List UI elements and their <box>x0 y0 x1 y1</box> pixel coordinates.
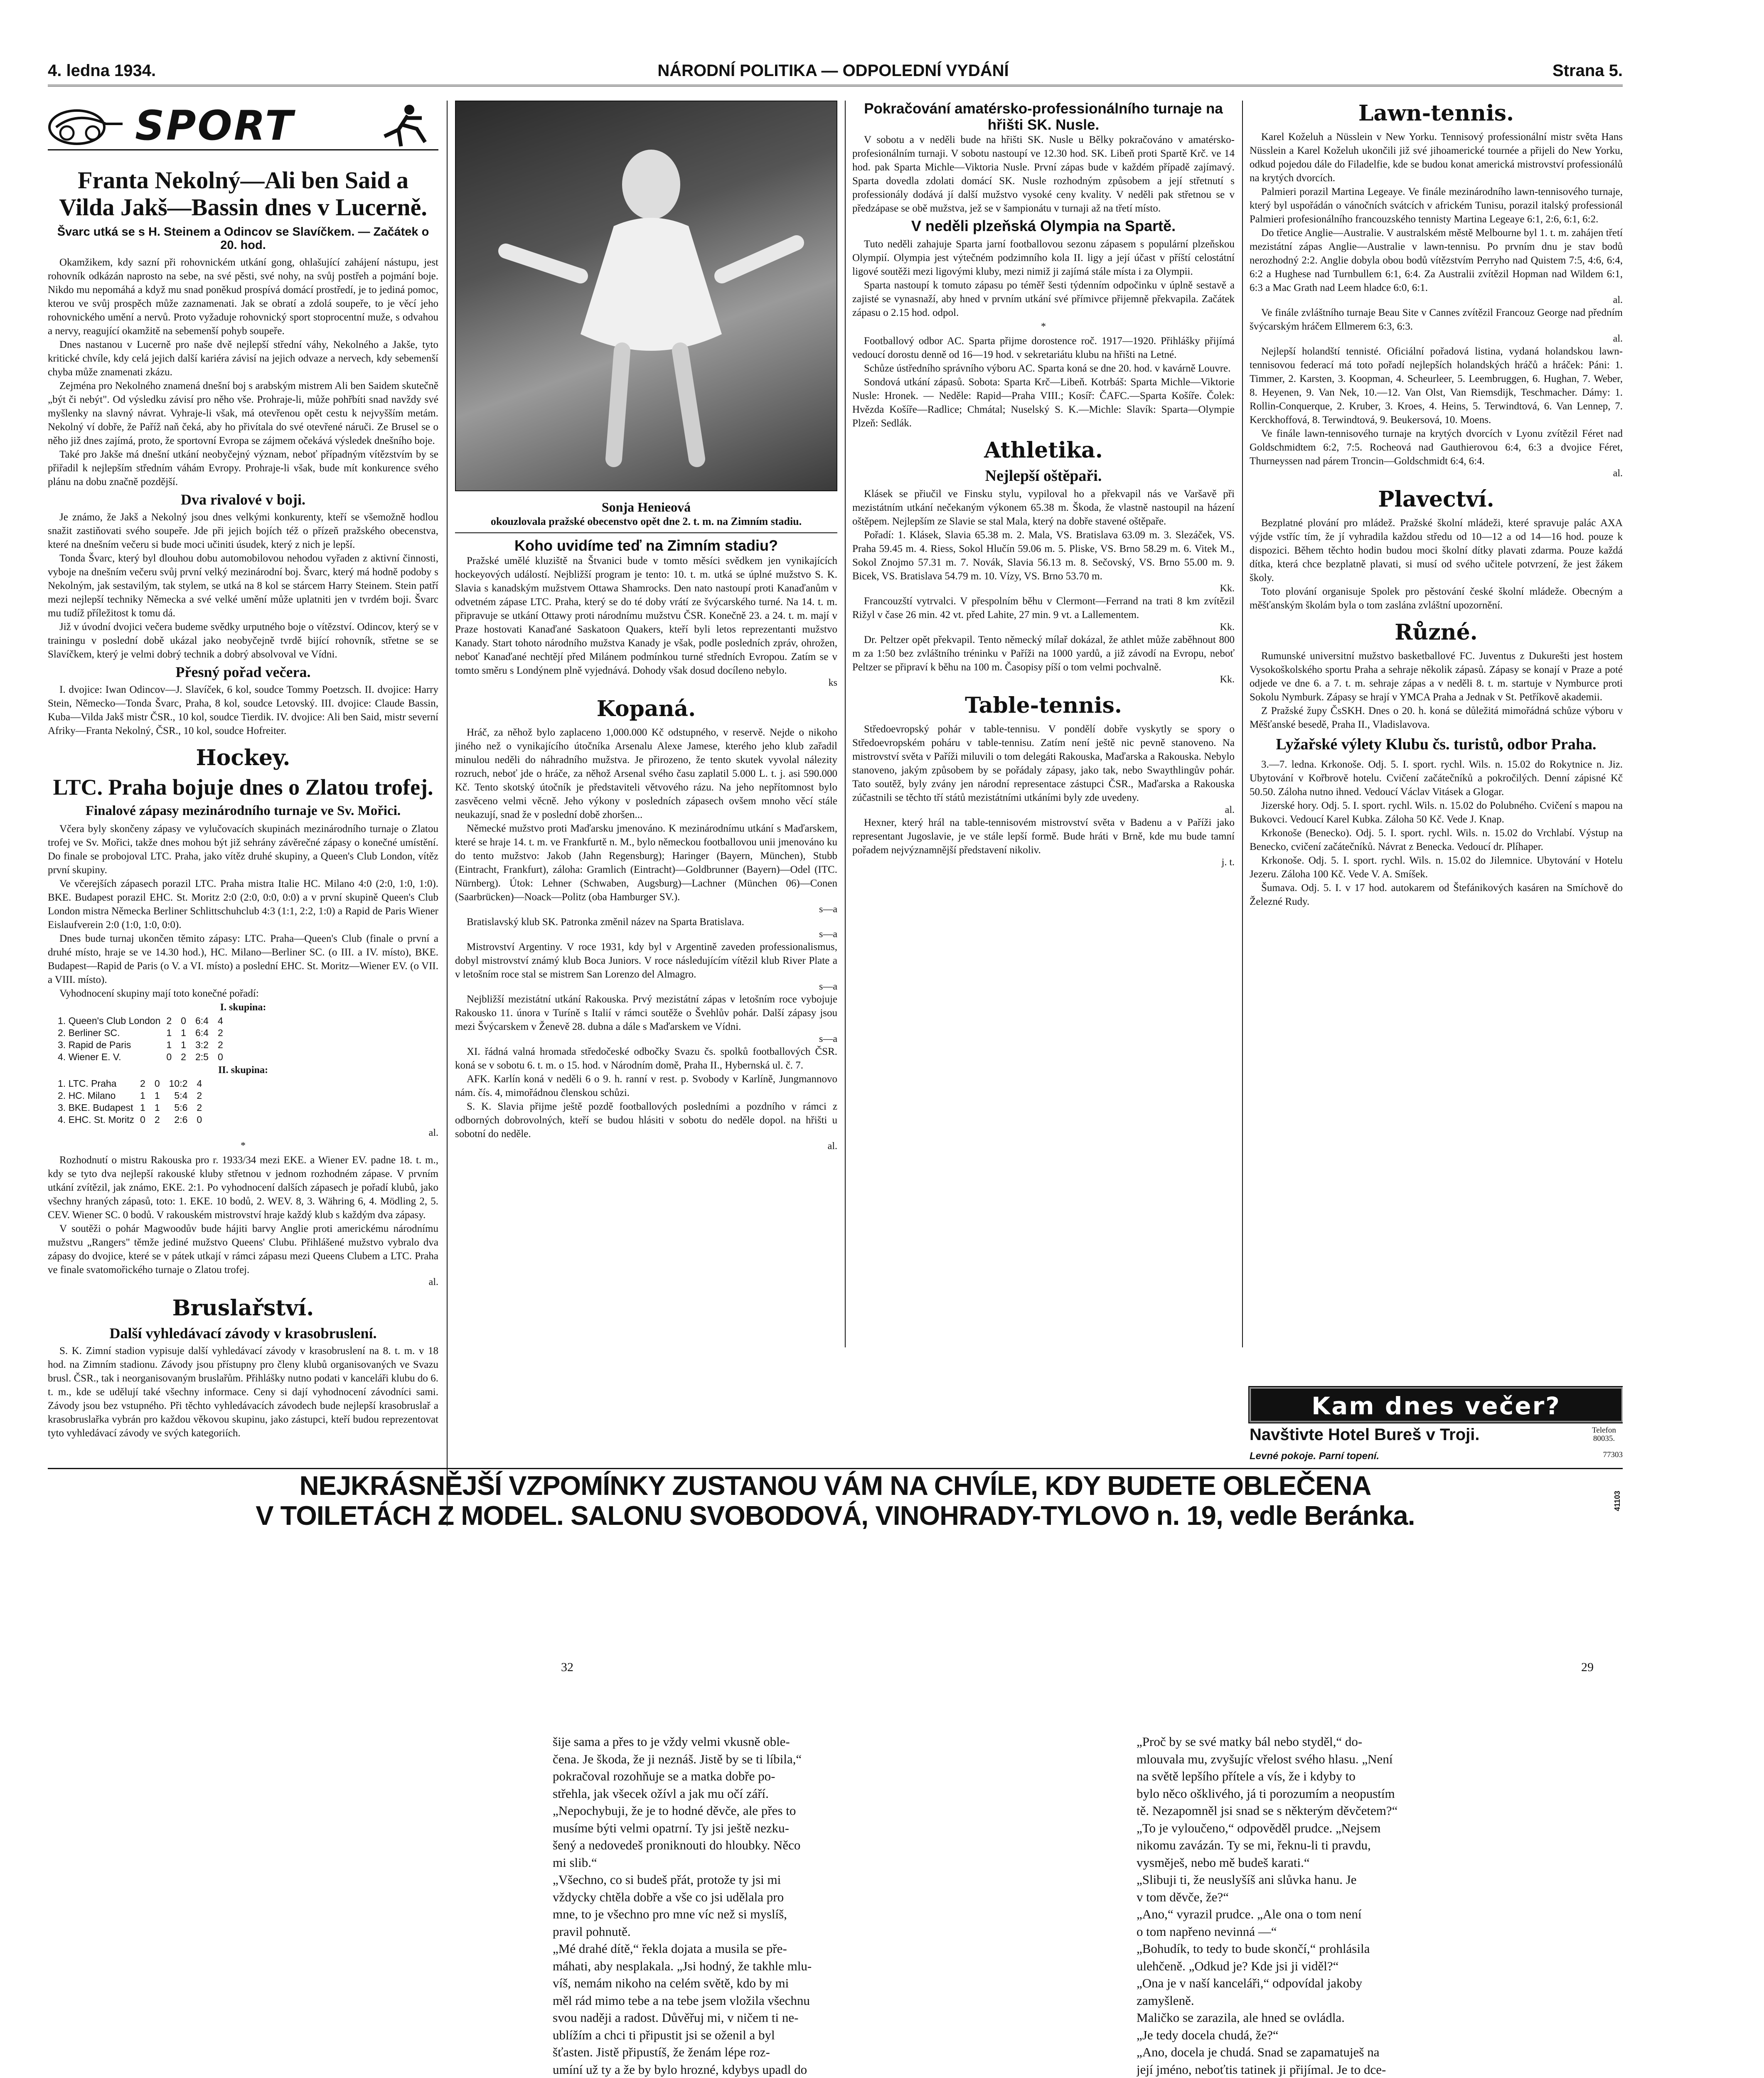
article-paragraph: Krkonoše. Odj. 5. I. sport. rychl. Wils. n. 15.02 do Jilemnice. Ubytování v Hotelu Jezeru. Záloha 100 Kč. Vede V. A. Smíšek. <box>1250 854 1623 880</box>
text-line: „Slibuji ti, že neuslyšíš ani slůvka hanu. Je <box>1137 1872 1357 1887</box>
text-line: nikomu zavázán. Ty se mi, řeknu-li ti pravdu, <box>1137 1838 1371 1852</box>
article-paragraph: Footballový odbor AC. Sparta přijme dorostence roč. 1917—1920. Přihlášky přijímá vedoucí dorostu denně od 16—19 hod. v sekretariátu klubu na hřišti na Letné. <box>852 335 1235 360</box>
article-paragraph: Palmieri porazil Martina Legeaye. Ve finále mezinárodního lawn-tennisového turnaje, který byl uspořádán o vánočních svátcích v africkém Tunisu, porazil italský professionál Palmieri profesionálního francouzského tennisty Martina Legeaye 6:1, 2:6, 6:1, 6:2. <box>1250 186 1623 225</box>
article-paragraph: Nejbližší mezistátní utkání Rakouska. Prvý mezistátní zápas v letošním roce vybojuje Rakousko 11. února v Turíně s Italií v rámci soutěže o Švehlův pohár. Další zápasy jsou mezi Švýcarskem v Ženevě 28. dubna a dále s Maďarskem ve Vídni. <box>455 994 837 1033</box>
article-paragraph: S. K. Slavia přijme ještě pozdě footballových posledními a pozdního v rámci z odborných dobrovolných, kteří se budou hlásiti v sobotu do neděle dopol. na hřišti u sobotní do neděle. <box>455 1101 837 1140</box>
subheadline-hockey: Finalové zápasy mezinárodního turnaje ve Sv. Mořici. <box>85 803 401 818</box>
article-paragraph: Vyhodnocení skupiny mají toto konečné pořadí: <box>59 987 259 999</box>
advertisement-hotel <box>1250 1387 1623 1460</box>
article-paragraph: 3.—7. ledna. Krkonoše. Odj. 5. I. sport. rychl. Wils. n. 15.02 do Rokytnice n. Jiz. Ubytování v Kořbrově hotelu. Cvičení začátečníků a pokročilých. Denní zápisné Kč 50.50. Záloha nutno ihned. Vedoucí Václav Vitásek a Glogar. <box>1250 758 1623 798</box>
table-cell: 6:4 <box>195 1027 209 1038</box>
section-subheading: Přesný pořad večera. <box>175 664 311 681</box>
table-row <box>58 1027 232 1039</box>
article-paragraph: Bratislavský klub SK. Patronka změnil název na Sparta Bratislava. <box>467 916 744 928</box>
text-line: na světě lepšího přítele a vís, že i kdyby to <box>1137 1769 1356 1783</box>
table-cell: 4 <box>217 1015 223 1026</box>
racing-car-icon <box>48 102 131 148</box>
table-cell: 0 <box>154 1078 160 1089</box>
standings-table-group-2 <box>58 1078 211 1126</box>
article-paragraph: Toto plování organisuje Spolek pro pěstování české školní mládeže. Obecným a měšťanským školám byla o tom zaslána zvláštní upozornění. <box>1250 586 1623 611</box>
text-line: „Mé drahé dítě,“ řekla dojata a musila se pře- <box>553 1941 787 1956</box>
table-cell: 3:2 <box>195 1039 209 1050</box>
group-2-title: II. skupina: <box>218 1064 268 1076</box>
page-number-left: 32 <box>561 1660 573 1674</box>
table-cell: 6:4 <box>195 1015 209 1026</box>
text-line: v tom děvče, že?“ <box>1137 1889 1229 1904</box>
text-line: zamyšleně. <box>1137 1993 1194 2008</box>
photo-sonja-henie <box>455 101 837 491</box>
text-line: čena. Je škoda, že ji neznáš. Jistě by se ti líbila,“ <box>553 1751 802 1766</box>
header-page: Strana 5. <box>1552 62 1623 80</box>
article-paragraph: XI. řádná valná hromada středočeské odbočky Svazu čs. spolků footballových ČSR. koná se v sobotu 6. t. m. o 15. hod. v Národním domě, Praha II., Hybernská ul. č. 7. <box>455 1046 837 1071</box>
ad-hotel-name: Navštivte Hotel Bureš v Troji. <box>1250 1426 1480 1444</box>
column-1 <box>48 101 438 1530</box>
article-paragraph: S. K. Zimní stadion vypisuje další vyhledávací závody v krasobruslení na 8. t. m. v 18 hod. na Zimním stadionu. Závody jsou přístupny pro členy klubů organisovaných ve Svazu brusl. ČSR., tak i neorganisovaným bruslařům. Přihlášky nutno podati v kanceláři klubu do 6. t. m., kde se udělují také všechny informace. Ceny si dají vyhodnocení závodníci sami. Závody jsou bez vstupného. Při těchto vyhledávacích závodech bude nejlepší krasobruslař a krasobruslařka vybrán pro každou věkovou skupinu, jako zástupci, kteří budou reprezentovat tyto vyhledávací závody ve svých kategoriích. <box>48 1345 438 1439</box>
signature: al. <box>428 1276 438 1288</box>
article-paragraph: Dnes bude turnaj ukončen těmito zápasy: LTC. Praha—Queen's Club (finale o první a druhé místo, hraje se ve 14.30 hod.), HC. Milano—Berliner SC. (o III. a IV. místo), BKE. Budapest—Rapid de Paris (o V. a VI. místo) a poslední EHC. St. Moritz—Wiener EV. (o VII. a VIII. místo). <box>48 933 438 985</box>
table-cell: 2. Berliner SC. <box>58 1027 120 1038</box>
section-title-swimming: Plavectví. <box>1378 487 1494 512</box>
running-figure-icon <box>372 103 434 149</box>
table-cell: 0 <box>140 1114 145 1125</box>
table-cell: 2 <box>154 1114 160 1125</box>
text-line: vždycky chtěla dobře a vše co jsi udělala pro <box>553 1889 784 1904</box>
section-title-table-tennis: Table-tennis. <box>964 693 1122 719</box>
ad-phone: Telefon 80035. <box>1592 1426 1616 1443</box>
text-line: pravil pohnutě. <box>553 1924 631 1939</box>
text-line: pokračoval rozohňuje se a matka dobře po- <box>553 1769 775 1783</box>
text-line: musíme býti velmi opatrní. Ty jsi ještě nezku- <box>553 1820 789 1835</box>
signature: al. <box>428 1127 438 1138</box>
text-line: „Nepochybuji, že je to hodné děvče, ale přes to <box>553 1803 796 1818</box>
table-cell: 2. HC. Milano <box>58 1090 116 1101</box>
article-paragraph: Zejména pro Nekolného znamená dnešní boj s arabským mistrem Ali ben Saidem skutečně „být či nebýt". Od výsledku závisí pro něho vše. Prohraje-li, může pohřbíti snad navždy své myšlenky na slavný návrat. Vyhraje-li však, má otevřenou opět cestu k nejvyšším metám. Nekolný ví dobře, že Paříž naň čeká, aby ho přivítala do své otevřené náruči. Ze Brusel se o něho již dnes zajímá, proto, že sportovní Evropa se zájmem očekává výsledek dnešního boje. <box>48 380 438 446</box>
table-cell: 1. Queen's Club London <box>58 1015 161 1026</box>
section-title-misc: Různé. <box>1395 620 1478 645</box>
text-line: „Je tedy docela chudá, že?“ <box>1137 2027 1279 2042</box>
article-paragraph: Ve včerejších zápasech porazil LTC. Praha mistra Italie HC. Milano 4:0 (2:0, 1:0, 1:0). BKE. Budapest porazil EHC. St. Moritz 2:0 (2:0, 0:0, 0:0) a v první skupině Queen's Club London mistra Německa Berliner Schlittschuhclub 4:3 (1:1, 2:2, 1:0) a Rapid de Paris Wiener Eislaufverein 2:0 (1:0, 1:0, 0:0). <box>48 878 438 931</box>
ad-code: 77303 <box>1603 1450 1623 1459</box>
article-paragraph: Tuto neděli zahajuje Sparta jarní footballovou sezonu zápasem s populární plzeňskou Olympií. Olympia jest výtečném podzimního kola II. ligy a její účast v příští celostátní ligové soutěži mezi ligovými kluby, mezi nimiž ji zajímá stále místa i za Olympii. <box>852 238 1235 277</box>
table-row <box>58 1039 232 1051</box>
article-paragraph: Tonda Švarc, který byl dlouhou dobu automobilovou nehodou vyřaden z aktivní činnosti, vyboje na dnešním večeru svůj první velký mezinárodní boj. Švarc, který má hodně podoby s Nekolným, jak sestavilým, tak stylem, se utká na 8 kol se stárcem Harry Steinem. Stein patří mezi nejlepší techniky Německa a své velké umění může uplatniti jen v tvrdém boji. Švarc mu tudíž příležitost k tomu dá. <box>48 553 438 619</box>
text-line: šije sama a přes to je vždy velmi vkusně oble- <box>553 1734 790 1749</box>
article-paragraph: Jizerské hory. Odj. 5. I. sport. rychl. Wils. n. 15.02 do Polubného. Cvičení s mapou na Bukovci. Vedoucí Karel Kubka. Záloha 50 Kč. Vede J. Knap. <box>1250 800 1623 825</box>
article-paragraph: Okamžikem, kdy sazní při rohovnickém utkání gong, ohlašující zahájení nástupu, jest rohovník odkázán naprosto na sebe, na své pěsti, své nohy, na svůj postřeh a pojmání boje. Nikdo mu nepomáhá a když mu snad poněkud prospívá domácí prostředí, je to jediná pomoc, kterou ve svůj prospěch může zaznamenati. Jak se obratí a zdolá soupeře, to je věcí jeho rohovnického umění a nervů. Proto vyžaduje rohovnický sport stoprocentní muže, s odvahou a nervy, reagující okamžitě na sebemenší pohyb soupeře. <box>48 256 438 337</box>
article-paragraph: Včera byly skončeny zápasy ve vylučovacích skupinách mezinárodního turnaje o Zlatou trofej ve Sv. Mořici, takže dnes mohou být již sehrány závěrečné zápasy o konečné umístění. Do finale se probojoval LTC. Praha, jako vítěz druhé skupiny, a Queen's Club London, vítěz první skupiny. <box>48 823 438 876</box>
table-cell: 1 <box>166 1027 172 1038</box>
text-line: vysměješ, nebo mě budeš karati.“ <box>1137 1855 1310 1870</box>
article-paragraph: Šumava. Odj. 5. I. v 17 hod. autokarem od Štefánikových kasáren na Smíchově do Železné Rudy. <box>1250 882 1623 907</box>
table-cell: 2 <box>197 1090 202 1101</box>
section-title-hockey: Hockey. <box>196 745 290 771</box>
section-title-football: Kopaná. <box>596 696 696 722</box>
subheadline-javelin: Nejlepší oštěpaři. <box>985 467 1102 485</box>
table-cell: 0 <box>181 1015 186 1026</box>
section-title-skating: Bruslařství. <box>172 1295 314 1321</box>
headline-stadium: Koho uvidíme teď na Zimním stadiu? <box>514 537 778 554</box>
signature: al. <box>1613 468 1623 479</box>
signature: al. <box>827 1141 837 1152</box>
header-date: 4. ledna 1934. <box>48 62 156 80</box>
article-paragraph: Dr. Peltzer opět překvapil. Tento německý mílař dokázal, že athlet může zaběhnout 800 m za 1:50 bez zvláštního tréninku v Paříži na 1000 yardů, a již závodí na Evropu, neboť Peltzer se připraví k běhu na 100 m. Časopisy píší o tom velmi pochvalně. <box>852 634 1235 673</box>
table-cell: 2 <box>166 1015 172 1026</box>
article-paragraph: Mistrovství Argentiny. V roce 1931, kdy byl v Argentině zaveden professionalismus, dobyl mistrovství známý klub Boca Juniors. V roce následujícím vítězil klub River Plate a v letošním roce stal se mistrem San Lorenzo del Almagro. <box>455 941 837 980</box>
novel-column-left <box>553 1733 1026 2078</box>
table-row <box>58 1090 211 1102</box>
article-paragraph: Bezplatné plování pro mládež. Pražské školní mládeži, které spravuje palác AXA výjde vstříc tím, že jí vyhradila každou středu od 10—12 a od 14—16 hod. pouze k dispozici. Během těchto hodin budou moci školní dítky plavati zdarma. Pouze každá dítka, která chce bezplatně plavati, si musí od svého učitele potvrzení, že jest žákem školy. <box>1250 517 1623 584</box>
article-paragraph: Hráč, za něhož bylo zaplaceno 1,000.000 Kč odstupného, v reservě. Nejde o nikoho jiného než o vynikajícího útočníka Arsenalu Alexe Jamese, kterého jeho klub zařadil minulou neděli do náhradního mužstva. Je přirozeno, že tento skutek vyvolal nálezity rozruch, neboť jde o hráče, za něhož Arsenal svého času zaplatil 5.000 L. t. j. asi 590.000 Kč. Tento skotský útočník je představiteli větvového rázu. Na jeho nepřítomnost bylo zasvěceno velmi věcně. Jeho výkony v posledních zápasech ovšem mnoho věcí stále neukazují, snad že v poslední době zhoršen... <box>455 727 837 821</box>
column-4 <box>1250 101 1623 1389</box>
article-paragraph: Do třetice Anglie—Australie. V australském městě Melbourne byl 1. t. m. zahájen třetí mezistátní zápas Anglie—Australie v lawn-tennisu. Po prvním dnu je stav bodů nerozhodný 2:2. Anglie dobyla obou bodů vítězstvím Perryho nad Quistem 7:5, 4:6, 6:4, 6:2 a Hughese nad Turnbullem 6:1, 6:4. Za Australii zvítězil Hopman nad Wildem 6:1, 6:3 a Mac Grath nad Leem hladce 6:0, 6:1. <box>1250 227 1623 293</box>
table-cell: 2:6 <box>174 1114 188 1125</box>
text-line: její jméno, neboťtis tatinek ji přijímal. Je to dce- <box>1137 2062 1386 2077</box>
signature: al. <box>1613 295 1623 305</box>
table-cell: 1 <box>140 1090 145 1101</box>
table-row <box>58 1015 232 1027</box>
article-paragraph: Hexner, který hrál na table-tennisovém mistrovství světa v Badenu a v Paříži jako representant Jugoslavie, je ve stále lepší formě. Bude hráti v Brně, kde mu bude tamní pořadem nejvýznamnější představení nikoliv. <box>852 817 1235 856</box>
table-cell: 1 <box>154 1090 160 1101</box>
table-cell: 2 <box>217 1039 223 1050</box>
text-line: bylo něco ošklivého, já ti porozumím a neopustím <box>1137 1786 1395 1801</box>
column-rule <box>1242 101 1243 1347</box>
table-cell: 0 <box>217 1051 223 1062</box>
table-cell: 2 <box>217 1027 223 1038</box>
article-paragraph: Již v úvodní dvojici večera budeme svědky urputného boje o vítězství. Odincov, který se v trainingu v poslední době ukázal jako neobyčejně tvrdě bijící rohovník, střetne se se Slavíčkem, který je velmi dobrý technik a dobrý absolvoval ve Vídni. <box>48 621 438 660</box>
subheadline-skating: Další vyhledávací závody v krasobruslení. <box>109 1325 377 1342</box>
table-cell: 0 <box>166 1051 172 1062</box>
table-cell: 2 <box>197 1102 202 1113</box>
signature: ks <box>828 677 837 689</box>
table-cell: 4. Wiener E. V. <box>58 1051 121 1062</box>
article-paragraph: Sondová utkání zápasů. Sobota: Sparta Krč—Libeň. Kotrbáš: Sparta Michle—Viktorie Nusle: Hronek. — Neděle: Rapid—Praha VIII.; Kosíř: ČAFC.—Sparta Košíře. Čolek: Hvězda Košíře—Radlice; Chmátal; Nuselský S. K.—Michle: Slavík: Sparta—Olympie Plzeň: Sedlák. <box>852 376 1235 429</box>
ad-line-1: NEJKRÁSNĚJŠÍ VZPOMÍNKY ZUSTANOU VÁM NA CHVÍLE, KDY BUDETE OBLEČENA <box>299 1470 1371 1501</box>
article-paragraph: Také pro Jakše má dnešní utkání neobyčejný význam, neboť případným vítězstvím by se přiřadil k nejlepším středním váhám Evropy. Prohraje-li však, bude mít konkurence svého plánu na dobu značně pozdější. <box>48 448 438 487</box>
table-cell: 1 <box>140 1102 145 1113</box>
text-line: umíní už ty a že by bylo hrozné, kdybys upadl do <box>553 2062 807 2077</box>
signature: al. <box>1613 333 1623 344</box>
table-cell: 1 <box>166 1039 172 1050</box>
table-cell: 1 <box>154 1102 160 1113</box>
table-cell: 5:6 <box>174 1102 188 1113</box>
signature: s—a <box>819 981 837 992</box>
article-paragraph: Francouzští vytrvalci. V přespolním běhu v Clermont—Ferrand na trati 8 km zvítězil Rižyl v čase 26 min. 42 vt. před Lahite, 27 min. 9 vt. a Lallementem. <box>852 596 1235 621</box>
table-cell: 2 <box>140 1078 145 1089</box>
article-paragraph: V sobotu a v neděli bude na hřišti SK. Nusle u Bělky pokračováno v amatérsko-profesionálním turnaji. V sobotu nastoupí ve 12.30 hod. SK. Libeň proti Spartě Krč. ve 14 hod. pak Sparta Michle—Viktoria Nusle. První zápas bude v každém případě zajímavý. Sparta dovedla zdolati domácí SK. Nusle rozhodným způsobem a její střetnutí s professionály dodává jí další mužstvo vysoké ceny kvality. V neděli pak střetnou se v předzápase se obě mužstva, jež se v šampionátu v turnaji až na třetí místo. <box>852 134 1235 214</box>
table-cell: 0 <box>197 1114 202 1125</box>
text-line: měl rád mimo tebe a na tebe jsem vložila všechnu <box>553 1993 810 2008</box>
subheadline-boxing: Švarc utká se s H. Steinem a Odincov se Slavíčkem. — Začátek o 20. hod. <box>57 225 429 252</box>
article-paragraph: Schůze ústředního správního výboru AC. Sparta koná se dne 20. hod. v kavárně Louvre. <box>864 362 1231 374</box>
text-line: tě. Nezapomněl jsi snad se s některým děvčetem?“ <box>1137 1803 1398 1818</box>
table-row <box>58 1102 211 1114</box>
table-cell: 2 <box>181 1051 186 1062</box>
text-line: ulehčeně. „Odkud je? Kde jsi ji viděl?“ <box>1137 1958 1339 1973</box>
text-line: „Všechno, co si budeš přát, protože ty jsi mi <box>553 1872 781 1887</box>
article-paragraph: Dnes nastanou v Lucerně pro naše dvě nejlepší střední váhy, Nekolného a Jakše, tyto kritické chvíle, kdy celá jejich další kariéra závisí na jejich odvaze a nervech, kdy sebemenší chyba může znamenati zkázu. <box>48 339 438 378</box>
article-paragraph: V soutěži o pohár Magwoodův bude hájiti barvy Anglie proti americkému národnímu mužstvu „Rangers" těmže jediné mužstvo Queens' Clubu. Přihlášené mužstvo vybralo dva zápasy do dvojice, které se v pátek utkají v rámci zápasu mezi Queens Clubem a LTC. Praha ve finale svatomořického turnaje o Zlatou trofej. <box>48 1223 438 1275</box>
article-paragraph: Rumunské universitní mužstvo basketballové FC. Juventus z Dukurešti jest hostem Vysokoškolského sportu Praha a sehraje několik zápasů. Zápasy se konají v Praze a poté odjede ve dne 6. a 7. t. m. sehraje zápas a v neděli 8. t. m. startuje v Nymburce proti Sokolu Nymburk. Zápasy se hrají v YMCA Praha a Jednak v St. Petříkově akademii. <box>1250 650 1623 703</box>
text-line: svou naději a radost. Důvěřuj mi, v ničem ti ne- <box>553 2010 799 2025</box>
text-line: o tom napřeno nevinná —“ <box>1137 1924 1277 1939</box>
section-title-lawn-tennis: Lawn-tennis. <box>1358 101 1514 126</box>
table-cell: 2:5 <box>195 1051 209 1062</box>
text-line: „Ano,“ vyrazil prudce. „Ale ona o tom není <box>1137 1907 1362 1921</box>
header-title: NÁRODNÍ POLITIKA — ODPOLEDNÍ VYDÁNÍ <box>657 62 1009 80</box>
column-rule <box>845 101 846 1347</box>
text-line: „To je vyloučeno,“ odpověděl prudce. „Nejsem <box>1137 1820 1381 1835</box>
article-paragraph: Je známo, že Jakš a Nekolný jsou dnes velkými konkurenty, kteří se všemožně hodlou snažit zastiňovati svého soupeře. Jde při jejich bojích též o přízeň pražského obecenstva, které na dnešním večeru si bude moci učiniti úsudek, který z nich je lepší. <box>48 512 438 551</box>
novel-supplement <box>48 1660 1623 2078</box>
table-cell: 1. LTC. Praha <box>58 1078 117 1089</box>
article-paragraph: Z Pražské župy ČsSKH. Dnes o 20. h. koná se důležitá mimořádná schůze výboru v Měšťanské besedě, Praha II., Vladislavova. <box>1250 705 1623 730</box>
headline-nusle: Pokračování amatérsko-professionálního turnaje na hřišti SK. Nusle. <box>864 101 1223 133</box>
headline-hockey: LTC. Praha bojuje dnes o Zlatou trofej. <box>53 775 433 800</box>
photo-caption-name: Sonja Henieová <box>601 500 691 515</box>
salon-advertisement <box>48 1468 1623 1530</box>
text-line: mne, to je všechno pro mne víc než si myslíš, <box>553 1907 787 1921</box>
headline-ski-trips: Lyžařské výlety Klubu čs. turistů, odbor Praha. <box>1276 736 1597 753</box>
text-line: „Bohudík, to tedy to bude skončí,“ prohlásila <box>1137 1941 1370 1956</box>
divider-star: * <box>241 1140 246 1151</box>
group-1-title: I. skupina: <box>220 1002 266 1013</box>
signature: Kk. <box>1220 583 1235 594</box>
divider-star: * <box>1041 321 1046 332</box>
standings-table-group-1 <box>58 1015 232 1063</box>
signature: Kk. <box>1220 674 1235 685</box>
article-paragraph: Německé mužstvo proti Maďarsku jmenováno. K mezinárodnímu utkání s Maďarskem, které se hraje 14. t. m. ve Frankfurtě n. M., bylo německou footballovou unii jmenováno ku do tento mužstvo: Jakob (Jahn Regensburg); Haringer (Bayern, München), Stubb (Eintracht, Frankfurt), záloha: Gramlich (Eintracht)—Goldbrunner (Bayern)—Odel (ITC. Nürnberg). Útok: Lehner (Schwaben, Augsburg)—Lachner (München 06)—Conen (Saarbrücken)—Noack—Politz (oba Hamburger SV.). <box>455 823 837 903</box>
table-row <box>58 1078 211 1090</box>
article-paragraph: Rozhodnutí o mistru Rakouska pro r. 1933/34 mezi EKE. a Wiener EV. padne 18. t. m., kdy se tyto dva nejlepší rakouské kluby střetnou v jednom rozhodném zápase. V prvním utkání zvítězil, jak známo, EKE. 2:1. Po vyhodnocení dalších zápasech je pořadí klubů, jako všechny hraných zápasů, toto: 1. EKE. 10 bodů, 2. WEV. 8, 3. Währing 6, 4. Mödling 2, 5. CEV. Wiener SC. 0 bodů. V rakouském mistrovství hraje každý klub s každým dva zápasy. <box>48 1154 438 1221</box>
article-paragraph: Klásek se přiučil ve Finsku stylu, vypiloval ho a překvapil nás ve Varšavě při mezistátním utkání nečekaným výkonem 65.38 m. Škoda, že vlastně nastoupil na házení oštěpem. Nejlepším ze Slavie se stal Mala, který na dobře stavené oštěpaře. <box>852 488 1235 527</box>
text-line: máhati, aby nesplakala. „Jsi hodný, že takhle mlu- <box>553 1958 812 1973</box>
article-paragraph: Ve finále zvláštního turnaje Beau Site v Cannes zvítězil Francouz George nad předním švýcarským hráčem Ellmerem 6:3, 6:3. <box>1250 307 1623 332</box>
text-line: střehla, jak všecek ožívl a jak mu očí září. <box>553 1786 769 1801</box>
table-cell: 10:2 <box>169 1078 188 1089</box>
article-paragraph: Sparta nastoupí k tomuto zápasu po téměř šesti týdenním odpočinku v úplně sestavě a zajisté se vynasnaží, aby hned v prvním utkání své přímivce přijemně překvapila. Začátek zápasu o 2.15 hod. odpol. <box>852 279 1235 318</box>
sports-section <box>48 59 1623 1530</box>
table-cell: 4 <box>197 1078 202 1089</box>
article-paragraph: Pořadí: 1. Klásek, Slavia 65.38 m. 2. Mala, VS. Bratislava 63.09 m. 3. Slezáček, VS. Praha 59.45 m. 4. Riess, Sokol Hlučín 59.06 m. 5. Pliske, VS. Brno 58.29 m. 6. Vitek M., Sokol Znojmo 57.31 m. 7. Novák, Slavia 56.13 m. 8. Sečovský, VS. Brno 55.00 m. 9. Bicek, VS. Bratislava 54.79 m. 10. Vízy, VS. Brno 53.70 m. <box>852 529 1235 582</box>
text-line: šený a nedovedeš proniknouti do hloubky. Něco <box>553 1838 801 1852</box>
text-line: „Ano, docela je chudá. Snad se zapamatuješ na <box>1137 2045 1380 2059</box>
text-line: Maličko se zarazila, ale hned se ovládla. <box>1137 2010 1345 2025</box>
table-row <box>58 1114 211 1126</box>
article-paragraph: Karel Koželuh a Nüsslein v New Yorku. Tennisový professionální mistr světa Hans Nüsslein a Karel Koželuh ukončili již své jihoamerické tournée a přijeli do New Yorku, odkud pojedou dále do Filadelfie, kde se budou konat americká mistrovství professionálů na krytých dvorcích. <box>1250 131 1623 184</box>
sport-logo-text: SPORT <box>135 102 295 150</box>
section-title-athletics: Athletika. <box>984 437 1103 463</box>
ad-code: 41103 <box>1613 1490 1621 1512</box>
article-paragraph: Ve finále lawn-tennisového turnaje na krytých dvorcích v Lyonu zvítězil Féret nad Goldschmidtem 6:2, 7:5. Rocheová nad Gauthierovou 6:4, 6:3 a dvojice Féret, Thurneyssen nad párem Troncin—Goldschmidt 6:4, 6:4. <box>1250 428 1623 467</box>
table-cell: 1 <box>181 1027 186 1038</box>
signature: j. t. <box>1221 857 1235 868</box>
signature: Kk. <box>1220 622 1235 633</box>
section-subheading: Dva rivalové v boji. <box>181 491 305 508</box>
article-paragraph: AFK. Karlín koná v neděli 6 o 9. h. ranní v rest. p. Svobody v Karlíně, Jungmannovo nám. čís. 4, mimořádnou členskou schůzi. <box>455 1073 837 1099</box>
table-row <box>58 1051 232 1063</box>
text-line: šťasten. Jistě připustíš, že ženám lépe roz- <box>553 2045 770 2059</box>
ad-banner-evening: Kam dnes večer? <box>1250 1387 1623 1422</box>
column-3 <box>852 101 1235 1389</box>
text-line: mlouvala mu, zvyšujíc vřelost svého hlasu. „Není <box>1137 1751 1393 1766</box>
article-paragraph: I. dvojice: Iwan Odincov—J. Slavíček, 6 kol, soudce Tommy Poetzsch. II. dvojice: Harry Stein, Německo—Tonda Švarc, Praha, 8 kol, soudce Letovský. III. dvojice: Claude Bassin, Kuba—Vilda Jakš mistr ČSR., 10 kol, soudce Tierdik. IV. dvojice: Ali ben Said, mistr severní Afriky—Franta Nekolný, ČSR., 10 kol, soudce Hofreiter. <box>48 684 438 737</box>
headline-boxing: Franta Nekolný—Ali ben Said a Vilda Jakš—Bassin dnes v Lucerně. <box>59 167 427 221</box>
table-cell: 3. Rapid de Paris <box>58 1039 131 1050</box>
signature: s—a <box>819 904 837 915</box>
signature: al. <box>1225 805 1235 816</box>
text-line: „Ona je v naší kanceláři,“ odpovídal jakoby <box>1137 1976 1363 1990</box>
ad-line-2: V TOILETÁCH Z MODEL. SALONU SVOBODOVÁ, VINOHRADY-TYLOVO n. 19, vedle Beránka. <box>256 1500 1415 1530</box>
text-line: víš, nemám nikoho na celém světě, kdo by mi <box>553 1976 789 1990</box>
skater-figure-icon <box>456 101 837 491</box>
sport-logo <box>48 101 438 150</box>
table-cell: 5:4 <box>174 1090 188 1101</box>
column-rule <box>447 101 448 1526</box>
table-cell: 1 <box>181 1039 186 1050</box>
column-2 <box>455 101 837 1389</box>
signature: s—a <box>819 1034 837 1045</box>
page-number-right: 29 <box>1581 1660 1594 1674</box>
text-line: mi slib.“ <box>553 1855 597 1870</box>
article-paragraph: Krkonoše (Benecko). Odj. 5. I. sport. rychl. Wils. n. 15.02 do Vrchlabí. Výstup na Benecko, cvičení začátečníků. Návrat z Benecka. Vedoucí dr. Plíhaper. <box>1250 827 1623 852</box>
signature: s—a <box>819 929 837 940</box>
photo-caption-text: okouzlovala pražské obecenstvo opět dne 2. t. m. na Zimním stadiu. <box>490 515 802 527</box>
article-paragraph: Nejlepší holandští tennisté. Oficiální pořadová listina, vydaná holandskou lawn-tennisovou federací má toto pořadí nejlepších holandských hráčů a hráček: Páni: 1. Timmer, 2. Karsten, 3. Koopman, 4. Scheurleer, 5. Leembruggen, 6. Hughan, 7. Weber, 8. Heyenen, 9. Van Nek, 10.—12. Van Olst, Van Riemsdijk, Teschmacher. Dámy: 1. Rollin-Conquerque, 2. Kruber, 3. Kroes, 4. Heins, 5. Terwindtová, 6. Van Lennep, 7. Kerckhoffová, 8. Terwindtová, 9. Beukersová, 10. Moens. <box>1250 346 1623 426</box>
text-line: ublížím a chci ti připustit jsi se oženil a byl <box>553 2027 775 2042</box>
headline-olympia: V neděli plzeňská Olympia na Spartě. <box>911 217 1176 235</box>
table-cell: 4. EHC. St. Moritz <box>58 1114 135 1125</box>
novel-column-right <box>1137 1733 1610 2078</box>
article-paragraph: Středoevropský pohár v table-tennisu. V pondělí dobře vyskytly se spory o Středoevropském poháru v table-tennisu. Zatím není ještě nic pevně stanoveno. Na mistrovství světa v Paříži miluvili o tom delegáti Rakouska, Maďarska a Rakouska. Nebylo stanoveno, jakým způsobem by se pořádaly zápasy, jako tak, nebo Swaythlingův pohár. Tato soutěž, byly zvány jen národní representace zástupci ČSR., Maďarska a Rakouska zúčastnili se těchto tří států mezistátními utkáními byly zde uvedeny. <box>852 724 1235 804</box>
ad-tagline: Levné pokoje. Parní topení. <box>1250 1450 1380 1462</box>
text-line: „Proč by se své matky bál nebo styděl,“ do- <box>1137 1734 1363 1749</box>
table-cell: 3. BKE. Budapest <box>58 1102 133 1113</box>
article-paragraph: Pražské umělé kluziště na Štvanici bude v tomto měsíci svědkem jen vynikajících hockeyových událostí. Nejbližší program je tento: 10. t. m. utká se úplné mužstvo S. K. Slavia s kanadským mužstvem Ottawa Shamrocks. Den nato nastoupí proti Kanaďanům v odvetném zápase LTC. Praha, který se do té doby vrátí ze švýcarského turné. Na 14. t. m. připravuje se utkání Ottawy proti národnímu mužstvu ČSR. Konečně 23. a 24. t. m. mají v Praze hostovati Kanaďané Saskatoon Quakers, kteří byli letos reprezentanti mužstvo Kanady. Start tohoto národního mužstva Kanady je však, podle posledních zpráv, ohrožen, neboť Kanaďané nechtějí před Milánem podmínkou turné středních Evropou. Zatím se v tomto směru s Londýnem plně vyjednává. Dohody však dosud docíleno nebylo. <box>455 555 837 677</box>
